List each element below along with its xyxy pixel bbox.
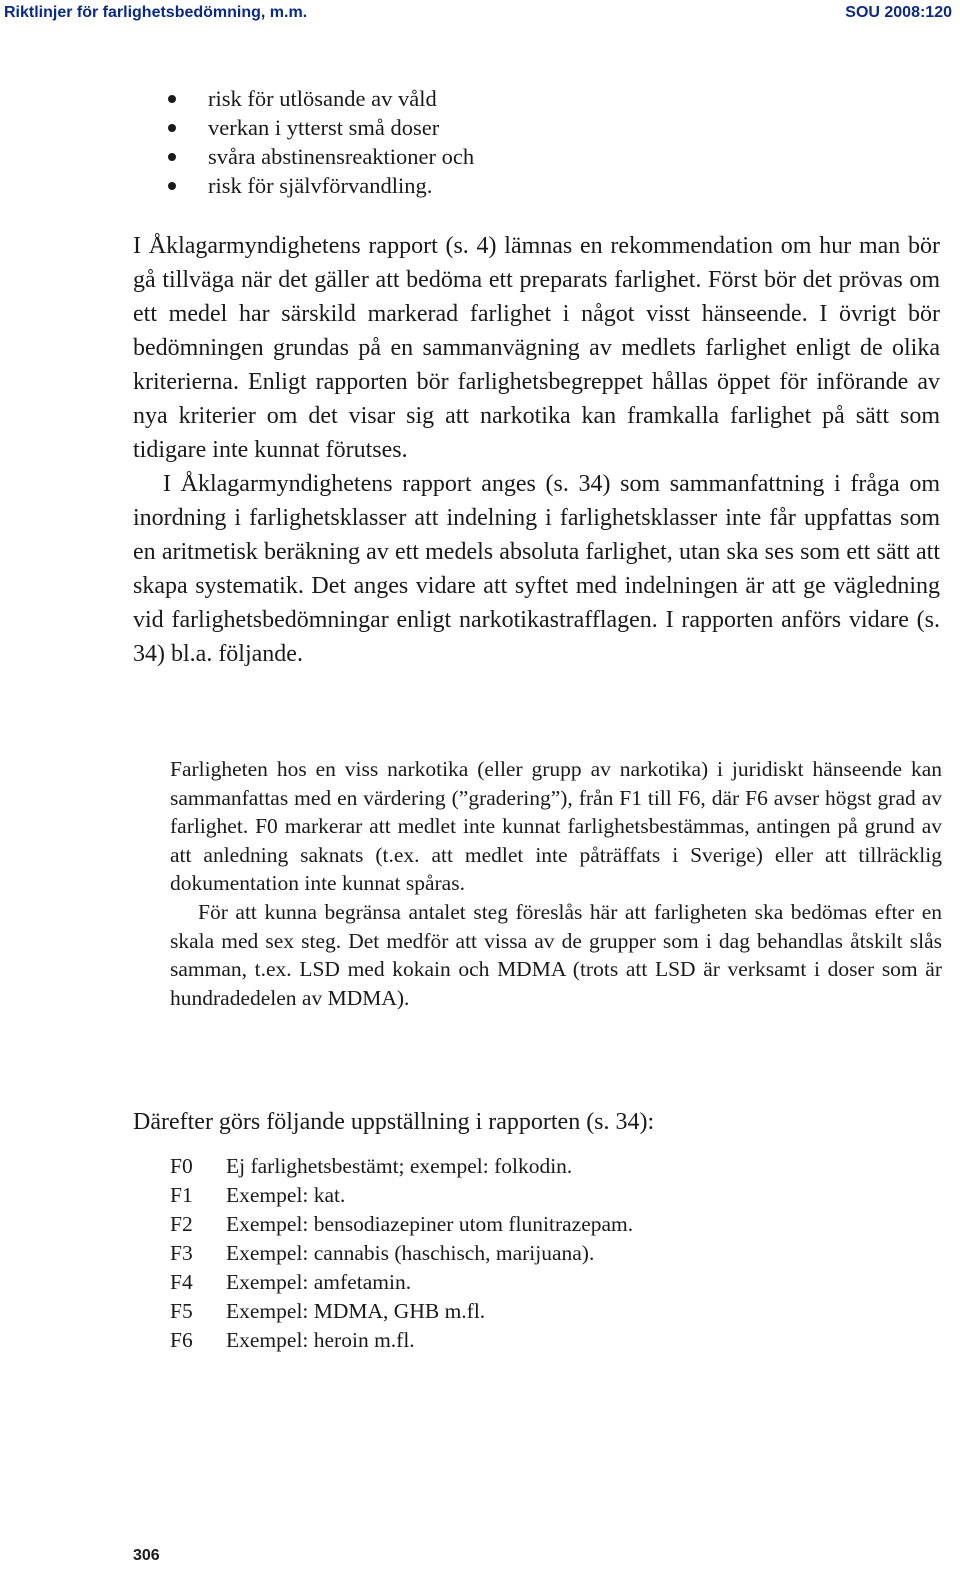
page-number: 306 xyxy=(133,1547,160,1564)
report-number: SOU 2008:120 xyxy=(845,4,952,21)
grade-example: Exempel: bensodiazepiner utom flunitrazepam. xyxy=(226,1212,634,1236)
grade-example: Exempel: cannabis (haschisch, marijuana). xyxy=(226,1241,595,1265)
list-item: risk för utlösande av våld xyxy=(168,84,728,113)
grade-code: F4 xyxy=(170,1270,193,1294)
lead-sentence: Därefter görs följande uppställning i rapporten (s. 34): xyxy=(133,1109,655,1135)
bullet-icon xyxy=(168,95,176,103)
danger-grade-list xyxy=(170,1152,870,1355)
grade-code: F0 xyxy=(170,1154,193,1178)
grade-item xyxy=(170,1268,870,1297)
grade-item xyxy=(170,1297,870,1326)
body-text xyxy=(133,229,940,671)
bullet-icon xyxy=(168,124,176,132)
grade-item xyxy=(170,1181,870,1210)
list-item: svåra abstinensreaktioner och xyxy=(168,142,728,171)
grade-example: Exempel: kat. xyxy=(226,1183,346,1207)
list-item: risk för självförvandling. xyxy=(168,171,728,200)
body-paragraph: I Åklagarmyndighetens rapport anges (s. 34) som sammanfattning i fråga om inordning i farlighetsklasser att indelning i farlighetsklasser inte får uppfattas som en aritmetisk beräkning av ett medels absoluta farlighet, utan ska ses som ett sätt att skapa systematik. Det anges vidare att syftet med indelningen är att ge vägledning vid farlighetsbedömningar enligt narkotikastrafflagen. I rapporten anförs vidare (s. 34) bl.a. följande. xyxy=(133,471,940,667)
bullet-icon xyxy=(168,153,176,161)
grade-item xyxy=(170,1239,870,1268)
block-quote xyxy=(170,755,942,1012)
grade-code: F3 xyxy=(170,1241,193,1265)
body-paragraph: I Åklagarmyndighetens rapport (s. 4) lämnas en rekommendation om hur man bör gå tillväga när det gäller att bedöma ett preparats farlighet. Först bör det prövas om ett medel har särskild markerad farlighet i något visst hänseende. I övrigt bör bedömningen grundas på en sammanvägning av medlets farlighet enligt de olika kriterierna. Enligt rapporten bör farlighetsbegreppet hållas öppet för införande av nya kriterier om det visar sig att narkotika kan framkalla farlighet på sätt som tidigare inte kunnat förutses. xyxy=(133,233,940,463)
grade-example: Exempel: amfetamin. xyxy=(226,1270,412,1294)
criteria-bullet-list xyxy=(168,84,728,200)
grade-example: Ej farlighetsbestämt; exempel: folkodin. xyxy=(226,1154,573,1178)
grade-example: Exempel: heroin m.fl. xyxy=(226,1328,415,1352)
grade-item xyxy=(170,1326,870,1355)
bullet-icon xyxy=(168,182,176,190)
grade-item xyxy=(170,1210,870,1239)
grade-code: F1 xyxy=(170,1183,193,1207)
grade-code: F6 xyxy=(170,1328,193,1352)
grade-code: F2 xyxy=(170,1212,193,1236)
quote-paragraph: För att kunna begränsa antalet steg föreslås här att farligheten ska bedömas efter en skala med sex steg. Det medför att vissa av de grupper som i dag behandlas åtskilt slås samman, t.ex. LSD med kokain och MDMA (trots att LSD är verksamt i doser som är hundradedelen av MDMA). xyxy=(170,899,942,1010)
quote-paragraph: Farligheten hos en viss narkotika (eller grupp av narkotika) i juridiskt hänseende kan sammanfattas med en värdering (”gradering”), från F1 till F6, där F6 avser högst grad av farlighet. F0 markerar att medlet inte kunnat farlighetsbestämmas, antingen på grund av att anledning saknats (t.ex. att medlet inte påträffats i Sverige) eller att tillräcklig dokumentation inte kunnat spåras. xyxy=(170,757,942,896)
grade-example: Exempel: MDMA, GHB m.fl. xyxy=(226,1299,486,1323)
list-item: verkan i ytterst små doser xyxy=(168,113,728,142)
running-header xyxy=(4,4,952,26)
grade-item xyxy=(170,1152,870,1181)
document-title: Riktlinjer för farlighetsbedömning, m.m. xyxy=(4,4,308,21)
grade-code: F5 xyxy=(170,1299,193,1323)
